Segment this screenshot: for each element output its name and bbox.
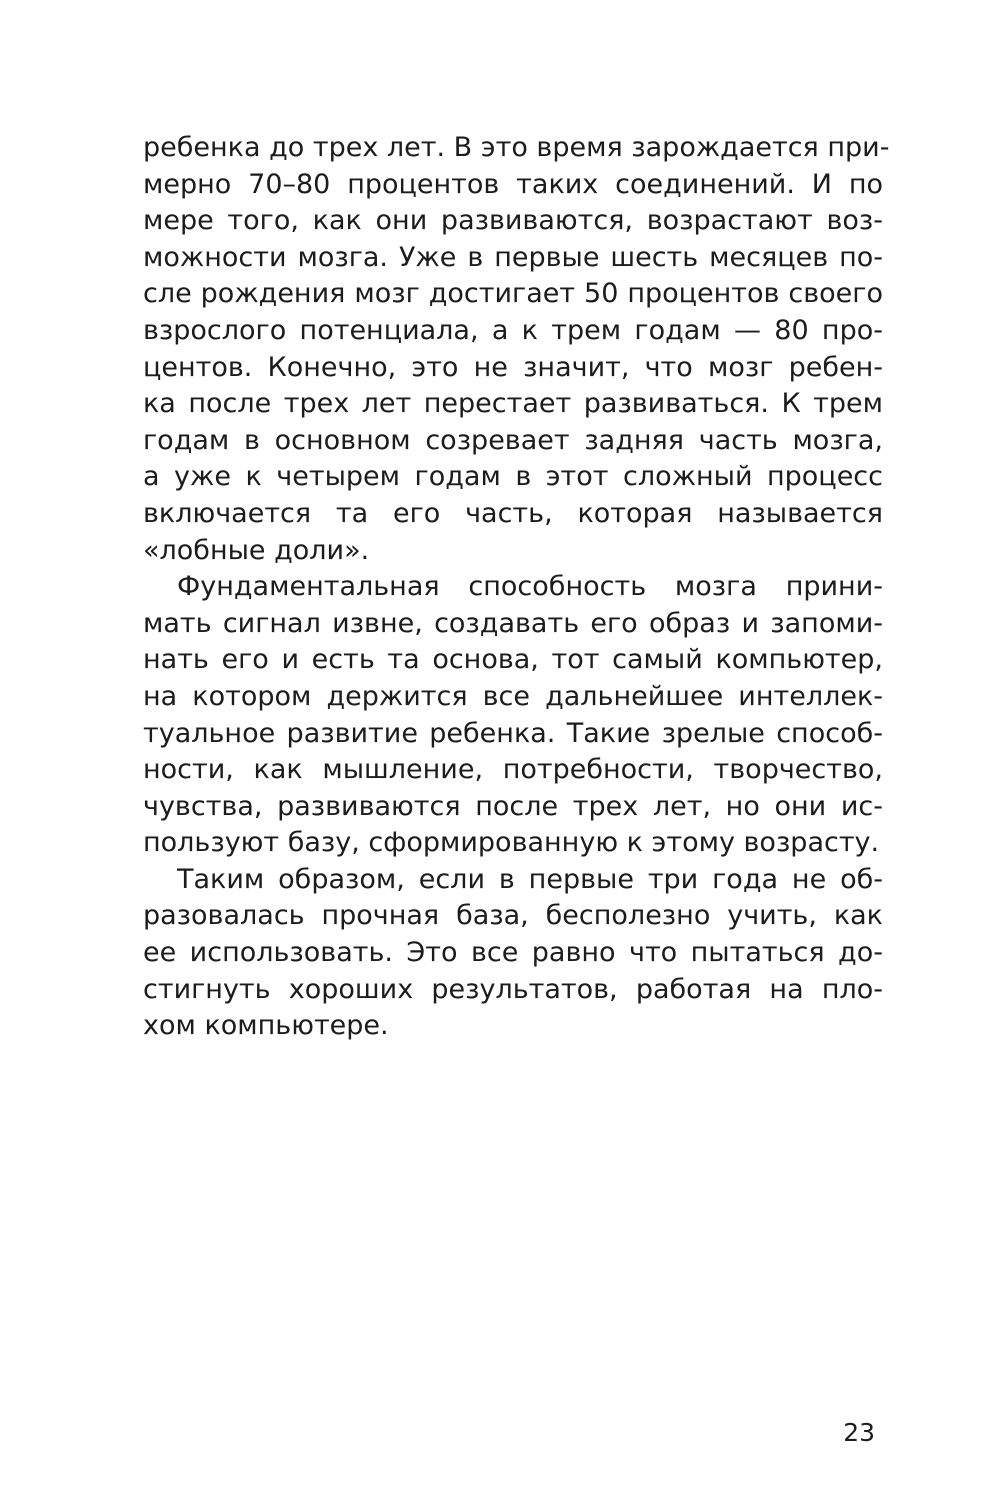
text-line: пользуют базу, сформированную к этому возрасту. <box>143 827 880 859</box>
text-line: мерно 70–80 процентов таких соединений. И по <box>143 168 883 200</box>
body-text <box>143 130 890 1045</box>
text-line: Таким образом, если в первые три года не об- <box>177 863 883 895</box>
text-line: ребенка до трех лет. В это время зарождается при- <box>143 132 890 163</box>
text-line: Фундаментальная способность мозга прини- <box>177 571 883 603</box>
text-line: на котором держится все дальнейшее интеллек- <box>143 680 883 712</box>
text-line: стигнуть хороших результатов, работая на пло- <box>143 973 883 1005</box>
text-line: годам в основном созревает задняя часть мозга, <box>143 424 883 456</box>
text-line: мере того, как они развиваются, возрастают воз- <box>143 205 883 237</box>
text-line: ка после трех лет перестает развиваться. К трем <box>143 388 883 420</box>
text-line: сле рождения мозг достигает 50 процентов своего <box>143 278 883 310</box>
text-line: мать сигнал извне, создавать его образ и запоми- <box>143 607 883 639</box>
text-line: «лобные доли». <box>143 534 370 566</box>
text-line: включается та его часть, которая называется <box>143 497 883 529</box>
text-line: центов. Конечно, это не значит, что мозг ребен- <box>143 351 883 383</box>
text-line: ее использовать. Это все равно что пытаться до- <box>143 937 883 969</box>
text-line: туальное развитие ребенка. Такие зрелые способ- <box>143 717 883 749</box>
text-line: нать его и есть та основа, тот самый компьютер, <box>143 644 883 676</box>
text-line: а уже к четырем годам в этот сложный процесс <box>143 461 883 493</box>
text-line: можности мозга. Уже в первые шесть месяцев по- <box>143 241 883 273</box>
text-line: разовалась прочная база, бесполезно учить, как <box>143 900 883 932</box>
text-line: хом компьютере. <box>143 1010 389 1042</box>
text-line: взрослого потенциала, а к трем годам — 80 про- <box>143 314 883 346</box>
text-line: ности, как мышление, потребности, творчество, <box>143 754 883 786</box>
text-line: чувства, развиваются после трех лет, но они ис- <box>143 790 883 822</box>
page-number: 23 <box>843 1418 875 1447</box>
